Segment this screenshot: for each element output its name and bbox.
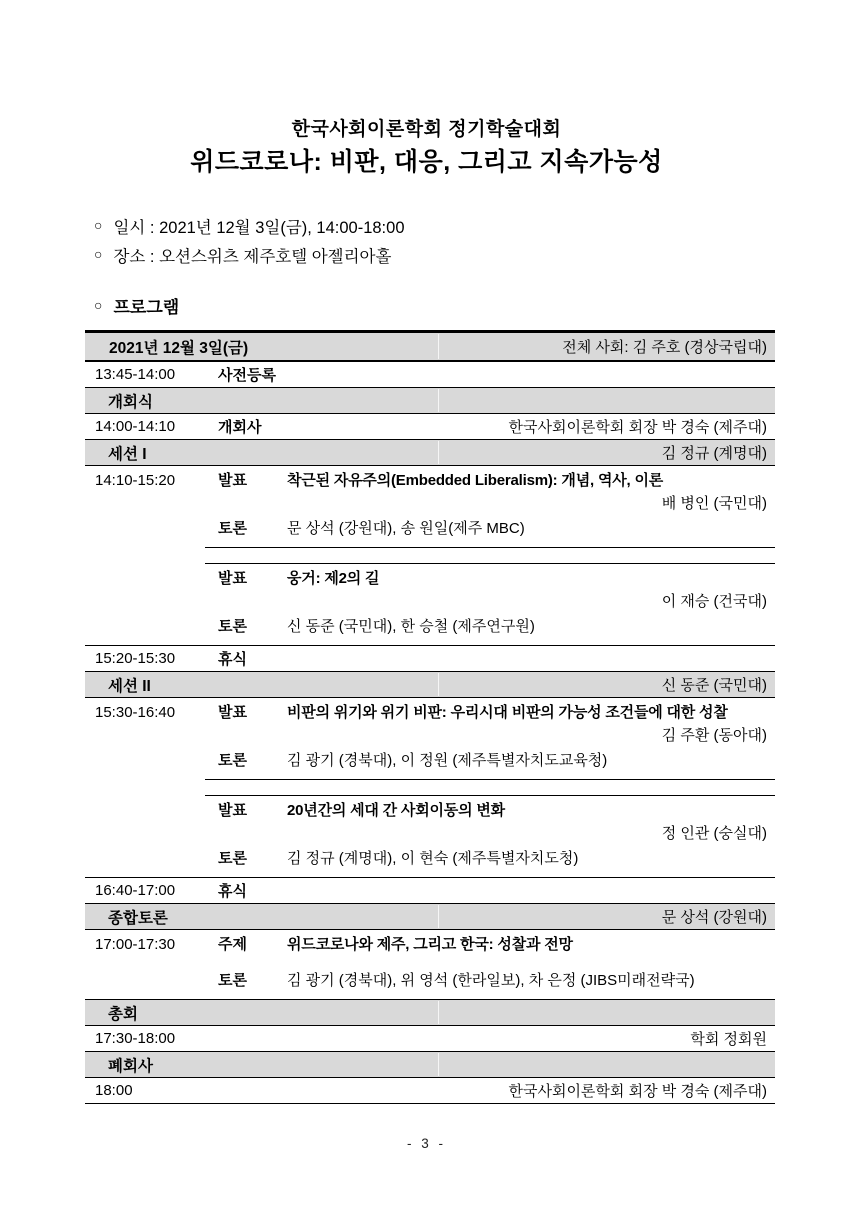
time-row bbox=[85, 362, 775, 387]
paper-title: 비판의 위기와 위기 비판: 우리시대 비판의 가능성 조건들에 대한 성찰 bbox=[287, 704, 728, 721]
section-band bbox=[85, 903, 775, 930]
paper-title-line bbox=[85, 801, 775, 821]
paper-title: 20년간의 세대 간 사회이동의 변화 bbox=[287, 802, 505, 819]
paper-title-line bbox=[85, 703, 775, 723]
section-chair-credit: 신 동준 (국민대) bbox=[661, 677, 767, 694]
info-block bbox=[94, 215, 405, 273]
section-band bbox=[85, 999, 775, 1026]
time-cell: 16:40-17:00 bbox=[95, 882, 176, 899]
discussants: 신 동준 (국민대), 한 승철 (제주연구원) bbox=[287, 618, 535, 635]
info-line-datetime bbox=[94, 215, 405, 237]
discussion-line bbox=[85, 750, 775, 771]
program-heading bbox=[94, 293, 179, 318]
cell-divider bbox=[438, 905, 439, 928]
time-cell: 17:30-18:00 bbox=[95, 1030, 176, 1047]
time-row bbox=[85, 1078, 775, 1103]
conference-org-title: 한국사회이론학회 정기학술대회 bbox=[291, 119, 562, 140]
paper-block bbox=[85, 564, 775, 645]
cell-divider bbox=[438, 673, 439, 696]
time-cell: 18:00 bbox=[95, 1082, 133, 1099]
program-table bbox=[85, 330, 775, 1104]
program-heading-label: 프로그램 bbox=[113, 298, 180, 317]
program-date: 2021년 12월 3일(금) bbox=[109, 339, 249, 357]
section-title: 종합토론 bbox=[108, 909, 168, 927]
circle-bullet-icon: ○ bbox=[94, 296, 103, 313]
presentation-tag: 발표 bbox=[218, 472, 247, 489]
right-credit: 한국사회이론학회 회장 박 경숙 (제주대) bbox=[508, 1083, 767, 1100]
discussion-tag: 토론 bbox=[218, 520, 247, 537]
paper-title-line bbox=[85, 569, 775, 589]
speaker-credit: 이 재승 (건국대) bbox=[661, 593, 767, 610]
right-credit: 학회 정회원 bbox=[690, 1031, 767, 1048]
section-title: 세션 II bbox=[108, 677, 151, 695]
time-row bbox=[85, 1026, 775, 1051]
discussion-tag: 토론 bbox=[218, 618, 247, 635]
discussants: 김 광기 (경북대), 위 영석 (한라일보), 차 은정 (JIBS미래전략국) bbox=[287, 972, 695, 989]
cell-divider bbox=[438, 1001, 439, 1024]
cell-divider bbox=[438, 441, 439, 464]
section-band bbox=[85, 387, 775, 414]
section-band bbox=[85, 439, 775, 466]
section-band bbox=[85, 1051, 775, 1078]
cell-divider bbox=[438, 389, 439, 412]
discussion-tag: 토론 bbox=[218, 972, 247, 989]
discussion-tag: 토론 bbox=[218, 850, 247, 867]
discussion-line bbox=[85, 518, 775, 539]
conference-main-title: 위드코로나: 비판, 대응, 그리고 지속가능성 bbox=[190, 148, 663, 176]
paper-title: 위드코로나와 제주, 그리고 한국: 성찰과 전망 bbox=[287, 936, 573, 953]
right-credit: 한국사회이론학회 회장 박 경숙 (제주대) bbox=[508, 419, 767, 436]
circle-bullet-icon: ○ bbox=[94, 217, 103, 233]
overall-moderator-credit: 전체 사회: 김 주호 (경상국립대) bbox=[562, 339, 767, 356]
cell-divider bbox=[438, 334, 439, 359]
paper-divider bbox=[205, 779, 775, 796]
time-cell: 15:30-16:40 bbox=[95, 704, 176, 721]
presentation-tag: 주제 bbox=[218, 936, 247, 953]
presentation-tag: 발표 bbox=[218, 704, 247, 721]
page-number: - 3 - bbox=[406, 1136, 446, 1151]
discussion-line bbox=[85, 970, 775, 991]
discussants: 김 정규 (계명대), 이 현숙 (제주특별자치도청) bbox=[287, 850, 579, 867]
paper-title: 착근된 자유주의(Embedded Liberalism): 개념, 역사, 이론 bbox=[287, 472, 664, 489]
discussion-line bbox=[85, 616, 775, 637]
event-label: 개회사 bbox=[218, 419, 262, 436]
time-row bbox=[85, 877, 775, 903]
cell-divider bbox=[438, 1053, 439, 1076]
time-row bbox=[85, 414, 775, 439]
discussants: 김 광기 (경북대), 이 정원 (제주특별자치도교육청) bbox=[287, 752, 608, 769]
section-title: 개회식 bbox=[108, 393, 153, 411]
presentation-tag: 발표 bbox=[218, 802, 247, 819]
presentation-tag: 발표 bbox=[218, 570, 247, 587]
section-title: 세션 I bbox=[108, 445, 147, 463]
speaker-credit: 배 병인 (국민대) bbox=[661, 495, 767, 512]
speaker-credit: 정 인관 (숭실대) bbox=[661, 825, 767, 842]
event-label: 휴식 bbox=[218, 651, 247, 668]
discussants: 문 상석 (강원대), 송 원일(제주 MBC) bbox=[287, 520, 525, 537]
section-chair-credit: 김 정규 (계명대) bbox=[661, 445, 767, 462]
paper-divider bbox=[205, 547, 775, 564]
paper-title-line bbox=[85, 935, 775, 955]
time-row bbox=[85, 645, 775, 671]
section-title: 폐회사 bbox=[108, 1057, 153, 1075]
discussion-tag: 토론 bbox=[218, 752, 247, 769]
section-band bbox=[85, 671, 775, 698]
time-cell: 17:00-17:30 bbox=[95, 936, 176, 953]
datetime-text: 일시 : 2021년 12월 3일(금), 14:00-18:00 bbox=[113, 219, 405, 237]
paper-block bbox=[85, 930, 775, 999]
section-chair-credit: 문 상석 (강원대) bbox=[661, 909, 767, 926]
event-label: 사전등록 bbox=[218, 367, 276, 384]
time-cell: 14:00-14:10 bbox=[95, 418, 176, 435]
section-title: 총회 bbox=[108, 1005, 138, 1023]
paper-block bbox=[85, 698, 775, 779]
event-label: 휴식 bbox=[218, 883, 247, 900]
speaker-credit: 김 주환 (동아대) bbox=[661, 727, 767, 744]
paper-block bbox=[85, 466, 775, 547]
circle-bullet-icon: ○ bbox=[94, 246, 103, 262]
paper-title: 웅거: 제2의 길 bbox=[287, 570, 380, 587]
info-line-venue bbox=[94, 244, 405, 266]
program-header-row bbox=[85, 330, 775, 362]
discussion-line bbox=[85, 848, 775, 869]
time-cell: 15:20-15:30 bbox=[95, 650, 176, 667]
time-cell: 14:10-15:20 bbox=[95, 472, 176, 489]
venue-text: 장소 : 오션스위츠 제주호텔 아젤리아홀 bbox=[113, 248, 392, 266]
paper-block bbox=[85, 796, 775, 877]
paper-title-line bbox=[85, 471, 775, 491]
time-cell: 13:45-14:00 bbox=[95, 366, 176, 383]
